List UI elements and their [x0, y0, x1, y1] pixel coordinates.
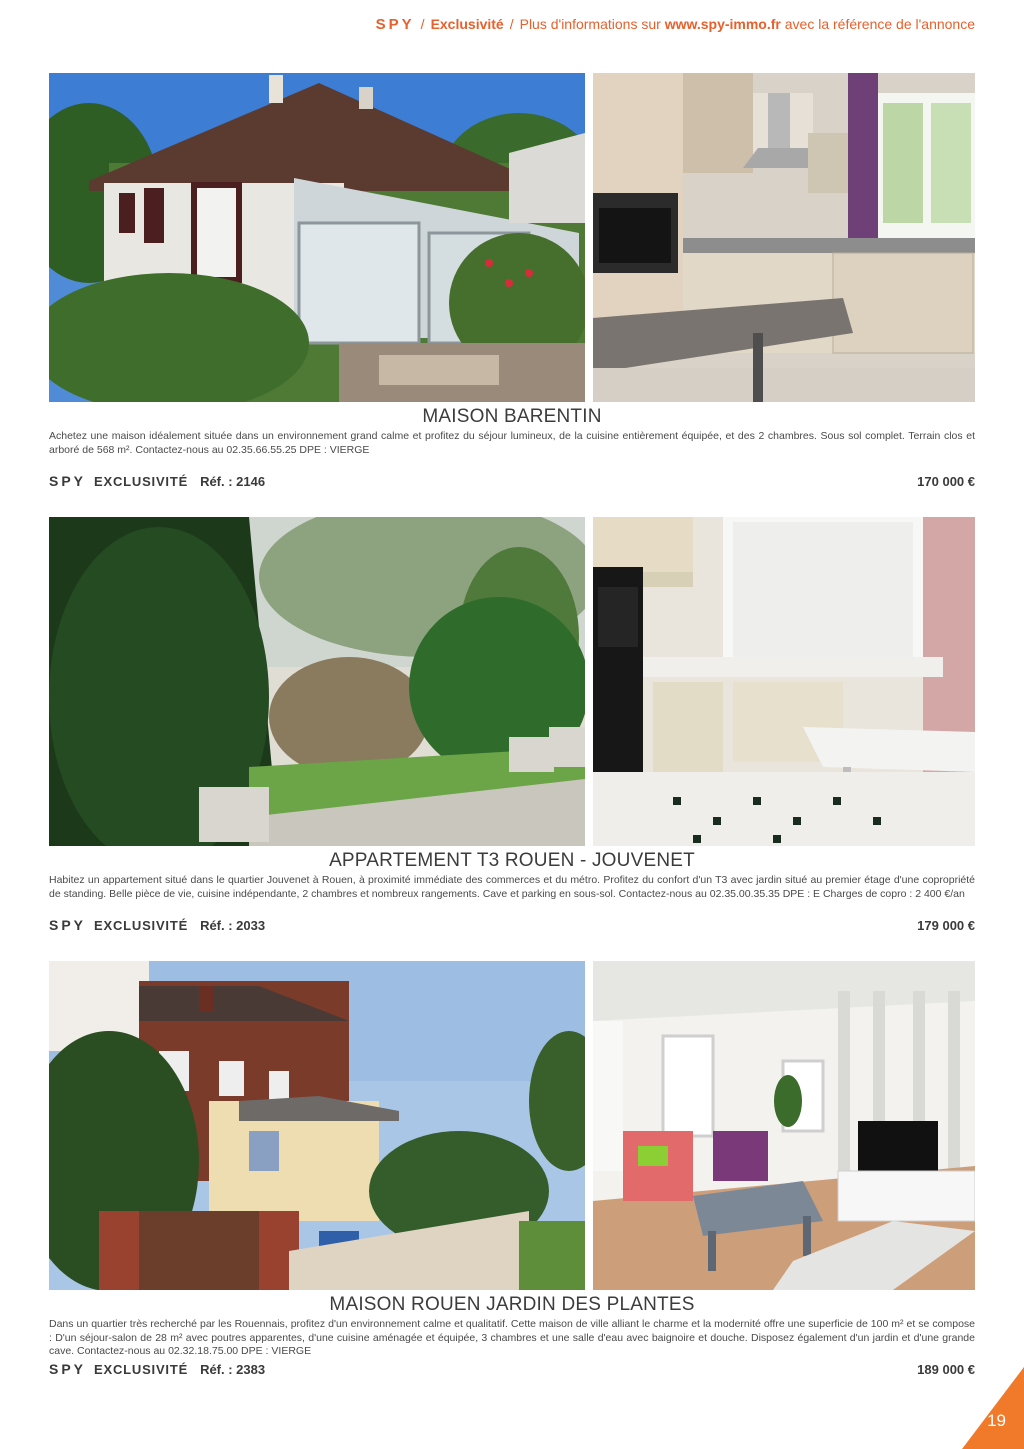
header-info-suffix: avec la référence de l'annonce	[784, 16, 975, 32]
garden-terrace-photo	[49, 517, 585, 846]
spy-logo: SPY	[375, 16, 415, 33]
listing-reference: Réf. : 2033	[200, 917, 266, 933]
listing-price: 189 000 €	[917, 1361, 975, 1377]
listing-rouen-jardin-des-plantes	[49, 961, 975, 1377]
kitchen-photo	[593, 73, 975, 402]
page-corner-triangle	[962, 1367, 1024, 1449]
listing-description: Habitez un appartement situé dans le quartier Jouvenet à Rouen, à proximité immédiate des commerces et du métro. Profitez du confort d'un T3 avec jardin situé au premier étage d'une copropriété de standing. Belle pièce de vie, cuisine indépendante, 2 chambres et nombreux rangements. Cave et parking en sous-sol. Contactez-nous au 02.35.00.35.35 DPE : E Charges de copro : 2 400 €/an	[49, 874, 975, 900]
listing-rouen-jouvenet	[49, 517, 975, 933]
townhouse-exterior-photo	[49, 961, 585, 1290]
header-exclusivite: Exclusivité	[430, 16, 504, 32]
listing-title: APPARTEMENT T3 ROUEN - JOUVENET	[329, 850, 695, 871]
spy-logo: SPY	[49, 1361, 87, 1377]
listing-photos	[49, 961, 975, 1290]
listing-barentin	[49, 73, 975, 489]
spy-logo: SPY	[49, 473, 87, 489]
header-info-prefix: Plus d'informations sur	[519, 16, 661, 32]
header-website-link[interactable]: www.spy-immo.fr	[664, 16, 781, 32]
exclusivite-label: EXCLUSIVITÉ	[94, 473, 189, 489]
listing-title: MAISON ROUEN JARDIN DES PLANTES	[329, 1294, 695, 1315]
listing-description: Dans un quartier très recherché par les Rouennais, profitez d'un environnement calme et qualitatif. Cette maison de ville alliant le charme et la modernité offre une superficie de 100 m² et se compose : D'un séjour-salon de 28 m² avec poutres apparentes, d'une cuisine aménagée et équipée, 3 chambres et une salle d'eau avec baignoire et douche. Disposez également d'un jardin et d'une grande cave. Contactez-nous au 02.32.18.75.00 DPE : VIERGE	[49, 1318, 975, 1357]
listing-description: Achetez une maison idéalement située dans un environnement grand calme et profitez du séjour lumineux, de la cuisine entièrement équipée, et des 2 chambres. Sous sol complet. Terrain clos et arboré de 568 m². Contactez-nous au 02.35.66.55.25 DPE : VIERGE	[49, 430, 975, 456]
listing-reference: Réf. : 2383	[200, 1361, 266, 1377]
listing-price: 179 000 €	[917, 917, 975, 933]
listing-footer	[49, 917, 975, 933]
spy-logo: SPY	[49, 917, 87, 933]
page-number: 19	[987, 1411, 1006, 1430]
header-separator: /	[420, 16, 425, 32]
apartment-kitchen-photo	[593, 517, 975, 846]
header-separator: /	[509, 16, 514, 32]
page-header	[376, 16, 975, 33]
listing-photos	[49, 73, 975, 402]
listing-footer	[49, 1361, 975, 1377]
living-room-photo	[593, 961, 975, 1290]
exclusivite-label: EXCLUSIVITÉ	[94, 1361, 189, 1377]
house-exterior-photo	[49, 73, 585, 402]
listing-title: MAISON BARENTIN	[422, 406, 602, 427]
listing-reference: Réf. : 2146	[200, 473, 266, 489]
listing-footer	[49, 473, 975, 489]
listing-price: 170 000 €	[917, 473, 975, 489]
exclusivite-label: EXCLUSIVITÉ	[94, 917, 189, 933]
listing-photos	[49, 517, 975, 846]
